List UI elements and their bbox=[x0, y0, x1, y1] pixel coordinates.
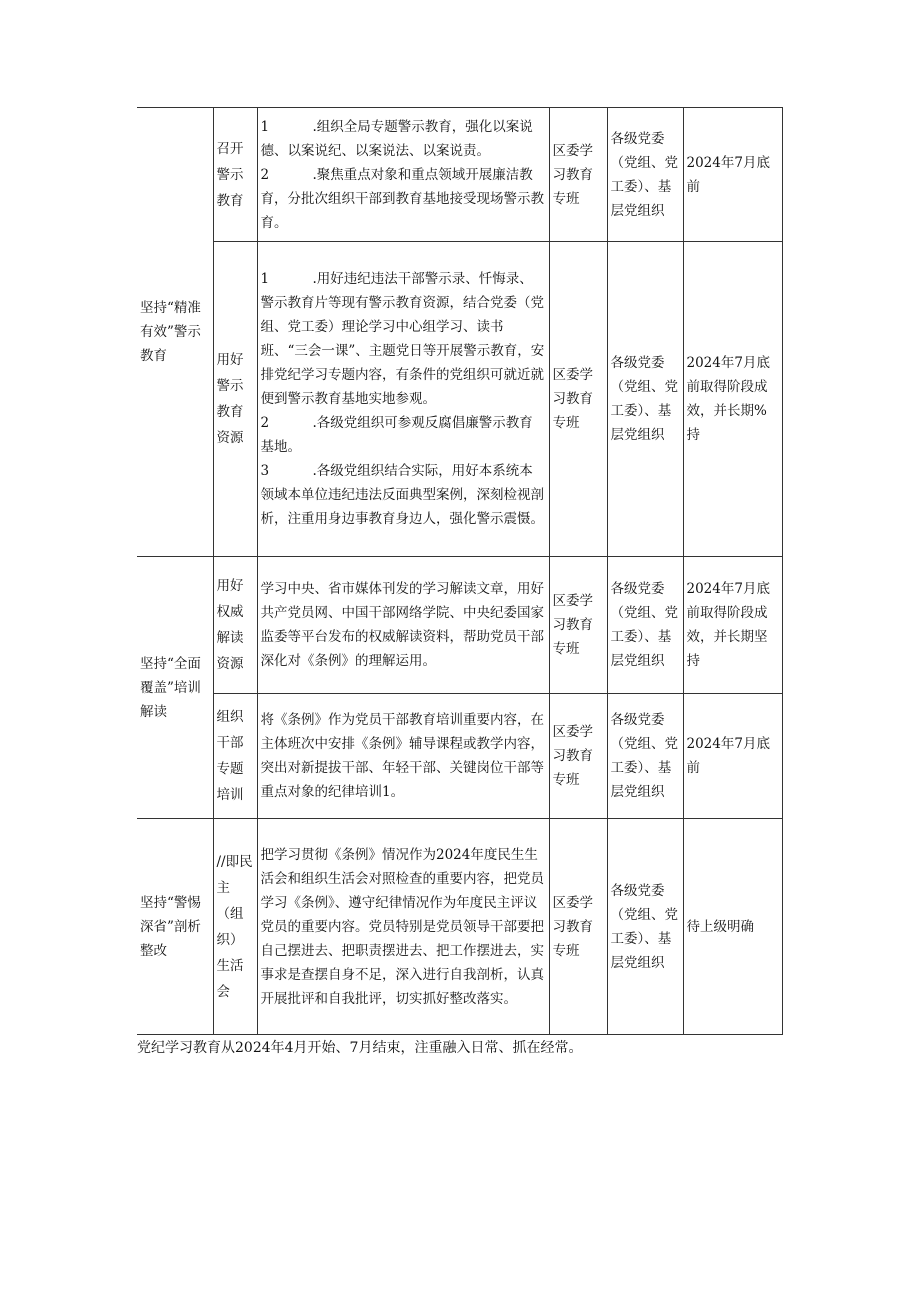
table-row bbox=[137, 108, 782, 242]
responsible-cell: 各级党委（党组、党工委）、基层党组织 bbox=[607, 694, 683, 819]
content-cell: 将《条例》作为党员干部教育培训重要内容，在主体班次中安排《条例》辅导课程或教学内容，突出对新提拔干部、年轻干部、关键岗位干部等重点对象的纪律培训1。 bbox=[257, 694, 549, 819]
content-cell: 把学习贯彻《条例》情况作为2024年度民生生活会和组织生活会对照检查的重要内容，把党员学习《条例》、遵守纪律情况作为年度民主评议党员的重要内容。党员特别是党员领导干部要把自己摆进去、把职责摆进去、把工作摆进去，实事求是查摆自身不足，深入进行自我剖析，认真开展批评和自我批评，切实抓好整改落实。 bbox=[257, 819, 549, 1035]
content-item: 2 .聚焦重点对象和重点领域开展廉洁教育，分批次组织干部到教育基地接受现场警示教育。 bbox=[260, 166, 544, 231]
deadline-cell: 2024年7月底前取得阶段成效，并长期%持 bbox=[683, 242, 782, 557]
category-cell: 坚持“全面覆盖”培训解读 bbox=[137, 557, 213, 819]
content-cell bbox=[257, 242, 549, 557]
content-item: 2 .各级党组织可参观反腐倡廉警示教育基地。 bbox=[260, 415, 533, 455]
deadline-cell: 2024年7月底前 bbox=[683, 108, 782, 242]
deadline-cell: 2024年7月底前取得阶段成效，并长期坚持 bbox=[683, 557, 782, 694]
deadline-cell: 2024年7月底前 bbox=[683, 694, 782, 819]
subcategory-cell: 用好权威解读资源 bbox=[213, 557, 257, 694]
subcategory-cell: 召开警示教育 bbox=[213, 108, 257, 242]
lead-cell: 区委学习教育专班 bbox=[549, 557, 607, 694]
content-cell: 学习中央、省市媒体刊发的学习解读文章，用好共产党员网、中国干部网络学院、中央纪委国家监委等平台发布的权威解读资料，帮助党员干部深化对《条例》的理解运用。 bbox=[257, 557, 549, 694]
lead-cell: 区委学习教育专班 bbox=[549, 108, 607, 242]
category-cell: 坚持“警惕深省”剖析整改 bbox=[137, 819, 213, 1035]
responsible-cell: 各级党委（党组、党工委）、基层党组织 bbox=[607, 819, 683, 1035]
subcategory-cell: 用好警示教育资源 bbox=[213, 242, 257, 557]
category-cell: 坚持“精准有效”警示教育 bbox=[137, 108, 213, 557]
table-row bbox=[137, 557, 782, 694]
footer-note: 党纪学习教育从2024年4月开始、7月结束，注重融入日常、抓在经常。 bbox=[137, 1040, 583, 1056]
task-table bbox=[137, 107, 783, 1035]
subcategory-cell: 组织干部专题培训 bbox=[213, 694, 257, 819]
lead-cell: 区委学习教育专班 bbox=[549, 242, 607, 557]
content-item: 3 .各级党组织结合实际，用好本系统本领域本单位违纪违法反面典型案例，深刻检视剖析，注重用身边事教育身边人，强化警示震慑。 bbox=[260, 463, 544, 527]
table-row bbox=[137, 819, 782, 1035]
responsible-cell: 各级党委（党组、党工委）、基层党组织 bbox=[607, 108, 683, 242]
table-row bbox=[137, 694, 782, 819]
responsible-cell: 各级党委（党组、党工委）、基层党组织 bbox=[607, 242, 683, 557]
lead-cell: 区委学习教育专班 bbox=[549, 694, 607, 819]
subcategory-cell: //即民主（组织）生活会 bbox=[213, 819, 257, 1035]
content-cell bbox=[257, 108, 549, 242]
content-item: 1 .组织全局专题警示教育，强化以案说德、以案说纪、以案说法、以案说责。 bbox=[260, 118, 533, 159]
lead-cell: 区委学习教育专班 bbox=[549, 819, 607, 1035]
responsible-cell: 各级党委（党组、党工委）、基层党组织 bbox=[607, 557, 683, 694]
table-row bbox=[137, 242, 782, 557]
deadline-cell: 待上级明确 bbox=[683, 819, 782, 1035]
content-item: 1 .用好违纪违法干部警示录、忏悔录、警示教育片等现有警示教育资源，结合党委（党组、党工委）理论学习中心组学习、读书班、“三会一课”、主题党日等开展警示教育，安排党纪学习专题内容，有条件的党组织可就近就便到警示教育基地实地参观。 bbox=[260, 271, 545, 407]
